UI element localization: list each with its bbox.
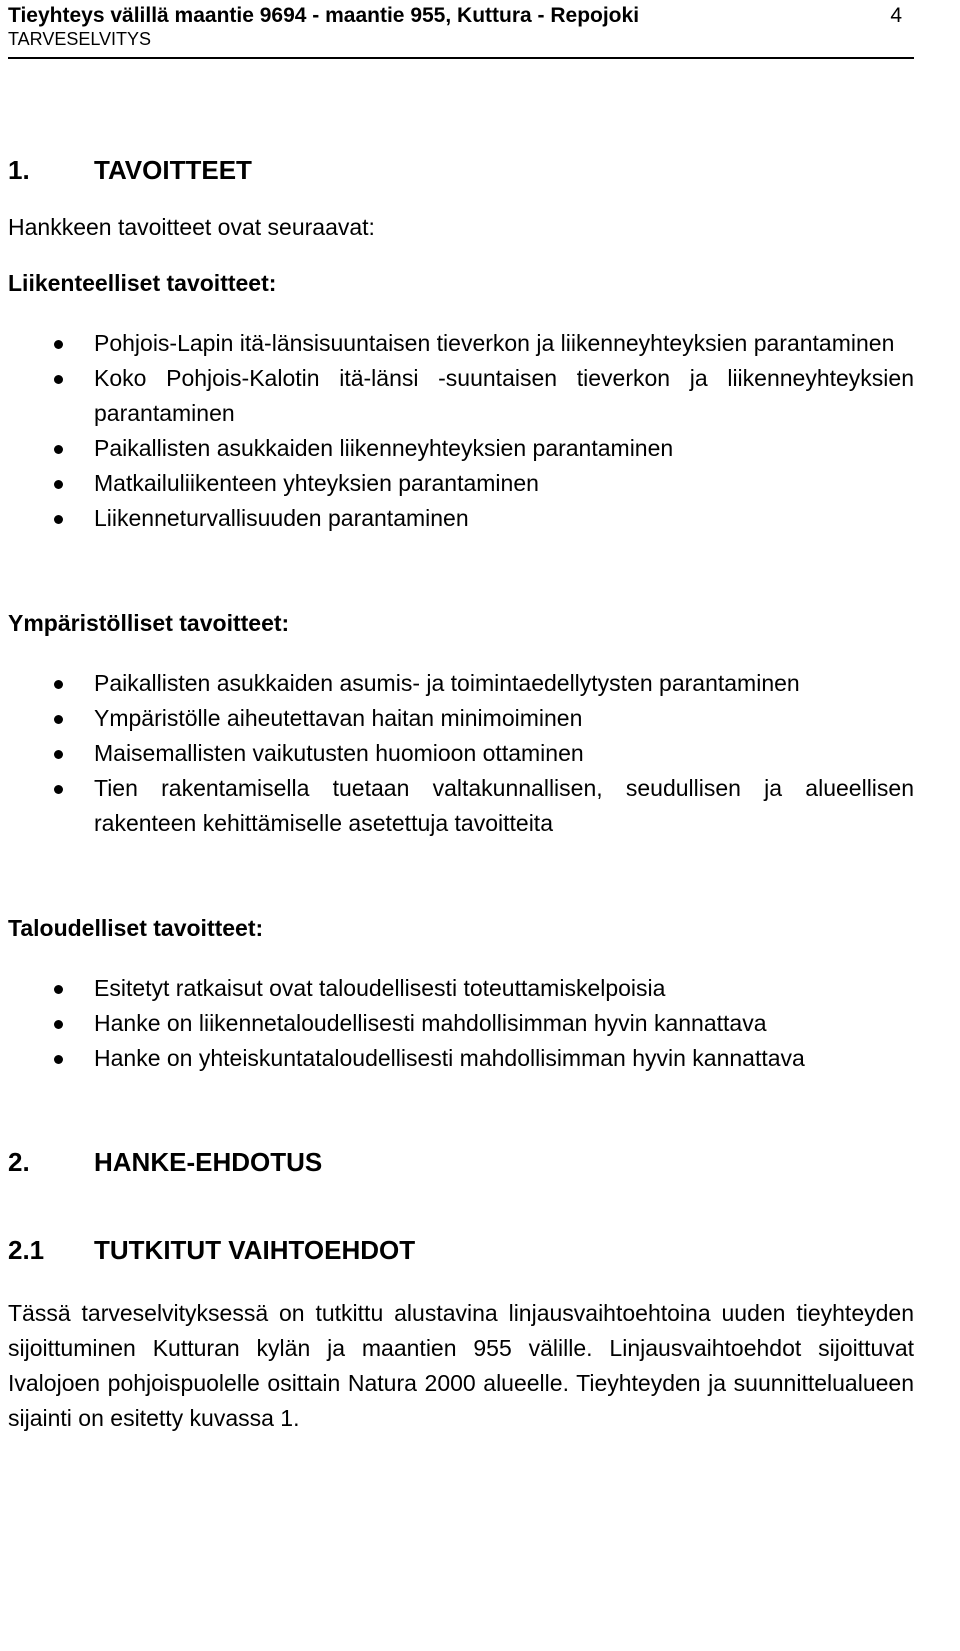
list-item: Esitetyt ratkaisut ovat taloudellisesti toteuttamiskelpoisia — [8, 971, 914, 1006]
environment-goals-heading: Ympäristölliset tavoitteet: — [8, 610, 290, 636]
list-item: Liikenneturvallisuuden parantaminen — [8, 501, 914, 536]
economic-goals-heading: Taloudelliset tavoitteet: — [8, 915, 264, 941]
page-number: 4 — [890, 4, 902, 27]
section-title: HANKE-EHDOTUS — [94, 1147, 323, 1177]
intro-text: Hankkeen tavoitteet ovat seuraavat: — [8, 214, 375, 240]
section-heading-1 — [8, 150, 914, 190]
list-item: Tien rakentamisella tuetaan valtakunnallisen, seudullisen ja alueellisen rakenteen kehittämiselle asetettuja tavoitteita — [8, 771, 914, 841]
list-item: Maisemallisten vaikutusten huomioon ottaminen — [8, 736, 914, 771]
list-item: Paikallisten asukkaiden liikenneyhteyksien parantaminen — [8, 431, 914, 466]
section-body-text: Tässä tarveselvityksessä on tutkittu alustavina linjausvaihtoehtoina uuden tieyhteyden sijoittuminen Kutturan kylän ja maantien 955 välille. Linjausvaihtoehdot sijoittuvat Ivalojoen pohjoispuolelle osittain Natura 2000 alueelle. Tieyhteyden ja suunnittelualueen sijainti on esitetty kuvassa 1. — [8, 1300, 914, 1431]
list-item: Ympäristölle aiheutettavan haitan minimoiminen — [8, 701, 914, 736]
list-item: Hanke on yhteiskuntataloudellisesti mahdollisimman hyvin kannattava — [8, 1041, 914, 1076]
section-heading-2-1 — [8, 1230, 914, 1270]
document-body — [8, 150, 914, 1436]
environment-goals-list — [8, 666, 914, 841]
section-number: 1. — [8, 155, 30, 185]
header-divider — [8, 57, 914, 59]
list-item: Koko Pohjois-Kalotin itä-länsi -suuntaisen tieverkon ja liikenneyhteyksien parantaminen — [8, 361, 914, 431]
section-title: TAVOITTEET — [94, 155, 252, 185]
traffic-goals-heading: Liikenteelliset tavoitteet: — [8, 270, 277, 296]
page-header — [8, 4, 914, 50]
traffic-goals-list — [8, 326, 914, 536]
list-item: Paikallisten asukkaiden asumis- ja toimintaedellytysten parantaminen — [8, 666, 914, 701]
section-heading-2 — [8, 1142, 914, 1182]
section-title: TUTKITUT VAIHTOEHDOT — [94, 1235, 416, 1265]
list-item: Hanke on liikennetaloudellisesti mahdollisimman hyvin kannattava — [8, 1006, 914, 1041]
economic-goals-list — [8, 971, 914, 1076]
list-item: Matkailuliikenteen yhteyksien parantaminen — [8, 466, 914, 501]
header-subtitle: TARVESELVITYS — [8, 29, 152, 49]
list-item: Pohjois-Lapin itä-länsisuuntaisen tieverkon ja liikenneyhteyksien parantaminen — [8, 326, 914, 361]
header-title: Tieyhteys välillä maantie 9694 - maantie 955, Kuttura - Repojoki — [8, 4, 640, 27]
section-number: 2. — [8, 1147, 30, 1177]
section-number: 2.1 — [8, 1235, 45, 1265]
